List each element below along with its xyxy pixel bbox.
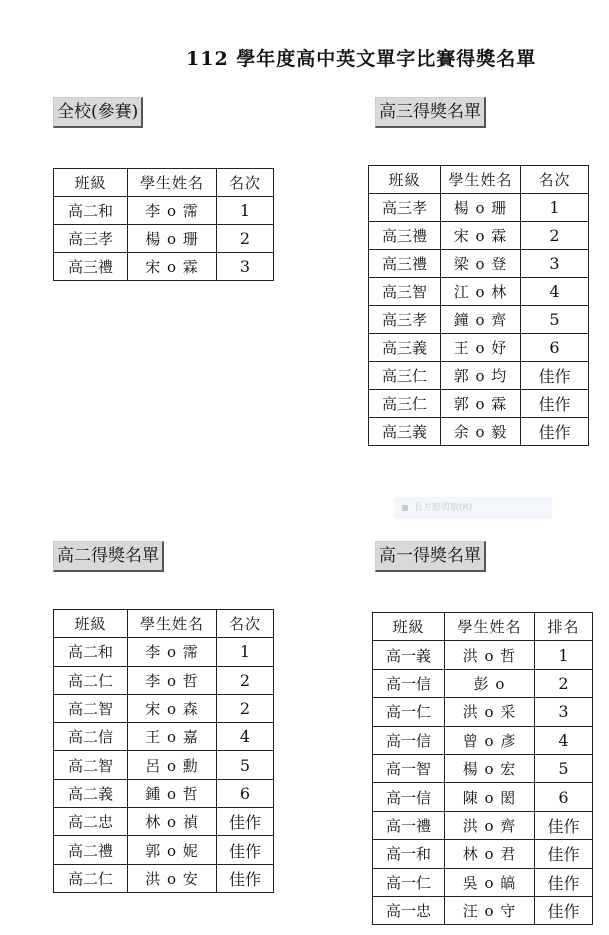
column-header: 班級 [373, 613, 445, 641]
table-row [54, 197, 274, 225]
cell-class: 高三孝 [54, 225, 128, 253]
cell-student-name: 林 o 禎 [128, 808, 217, 836]
column-header: 學生姓名 [445, 613, 535, 641]
cell-student-name: 曾 o 彥 [445, 726, 535, 754]
table-header-row [373, 613, 593, 641]
cell-rank: 1 [217, 638, 274, 666]
cell-class: 高三義 [369, 334, 441, 362]
cell-rank: 佳作 [535, 840, 593, 868]
cell-student-name: 洪 o 安 [128, 864, 217, 892]
cell-rank: 佳作 [535, 868, 593, 896]
table-row [373, 641, 593, 669]
grade3-award-table [368, 165, 589, 446]
cell-rank: 5 [521, 306, 589, 334]
table-row [369, 418, 589, 446]
cell-student-name: 洪 o 哲 [445, 641, 535, 669]
table-row [54, 694, 274, 722]
table-row [373, 726, 593, 754]
cell-rank: 佳作 [217, 836, 274, 864]
cell-student-name: 吳 o 皜 [445, 868, 535, 896]
cell-student-name: 梁 o 登 [441, 250, 521, 278]
cell-class: 高三智 [369, 278, 441, 306]
cell-rank: 2 [217, 225, 274, 253]
cell-class: 高二仁 [54, 864, 128, 892]
cell-rank: 6 [217, 779, 274, 807]
cell-rank: 1 [535, 641, 593, 669]
grade1-award-table [372, 612, 593, 925]
cell-class: 高二禮 [54, 836, 128, 864]
cell-class: 高三禮 [369, 250, 441, 278]
cell-rank: 佳作 [217, 808, 274, 836]
grade2-award-table [53, 609, 274, 893]
snip-watermark [394, 497, 552, 519]
table-row [54, 751, 274, 779]
cell-student-name: 王 o 妤 [441, 334, 521, 362]
table-row [373, 669, 593, 697]
cell-rank: 1 [521, 194, 589, 222]
cell-rank: 佳作 [521, 418, 589, 446]
cell-class: 高一仁 [373, 698, 445, 726]
cell-student-name: 洪 o 齊 [445, 811, 535, 839]
cell-rank: 2 [521, 222, 589, 250]
table-row [54, 836, 274, 864]
cell-rank: 3 [217, 253, 274, 281]
snip-icon [402, 505, 408, 511]
table-row [369, 222, 589, 250]
table-row [54, 779, 274, 807]
section-label-grade1: 高一得獎名單 [375, 541, 486, 572]
cell-student-name: 余 o 毅 [441, 418, 521, 446]
cell-student-name: 王 o 嘉 [128, 723, 217, 751]
cell-student-name: 郭 o 霖 [441, 390, 521, 418]
cell-class: 高三禮 [369, 222, 441, 250]
cell-rank: 5 [217, 751, 274, 779]
column-header: 學生姓名 [128, 169, 217, 197]
column-header: 學生姓名 [441, 166, 521, 194]
table-row [54, 864, 274, 892]
table-row [369, 306, 589, 334]
cell-rank: 1 [217, 197, 274, 225]
table-row [369, 334, 589, 362]
cell-class: 高三孝 [369, 306, 441, 334]
column-header: 排名 [535, 613, 593, 641]
cell-rank: 佳作 [535, 896, 593, 924]
cell-rank: 佳作 [535, 811, 593, 839]
cell-class: 高三義 [369, 418, 441, 446]
cell-rank: 3 [521, 250, 589, 278]
cell-rank: 4 [217, 723, 274, 751]
cell-student-name: 彭 o [445, 669, 535, 697]
table-row [373, 868, 593, 896]
cell-student-name: 宋 o 森 [128, 694, 217, 722]
cell-student-name: 洪 o 采 [445, 698, 535, 726]
table-row [54, 253, 274, 281]
column-header: 學生姓名 [128, 610, 217, 638]
cell-student-name: 鍾 o 哲 [128, 779, 217, 807]
cell-rank: 5 [535, 754, 593, 782]
cell-student-name: 楊 o 珊 [128, 225, 217, 253]
table-header-row [54, 610, 274, 638]
cell-rank: 3 [535, 698, 593, 726]
cell-student-name: 呂 o 勳 [128, 751, 217, 779]
cell-rank: 6 [521, 334, 589, 362]
cell-class: 高一禮 [373, 811, 445, 839]
cell-student-name: 江 o 林 [441, 278, 521, 306]
column-header: 班級 [54, 169, 128, 197]
cell-student-name: 林 o 君 [445, 840, 535, 868]
cell-class: 高一忠 [373, 896, 445, 924]
table-row [369, 250, 589, 278]
table-row [369, 194, 589, 222]
cell-class: 高三孝 [369, 194, 441, 222]
cell-rank: 2 [217, 694, 274, 722]
cell-class: 高一義 [373, 641, 445, 669]
cell-rank: 佳作 [521, 390, 589, 418]
cell-rank: 佳作 [217, 864, 274, 892]
column-header: 班級 [369, 166, 441, 194]
table-row [369, 278, 589, 306]
table-row [54, 808, 274, 836]
cell-class: 高一信 [373, 669, 445, 697]
table-row [373, 840, 593, 868]
cell-student-name: 李 o 霈 [128, 197, 217, 225]
cell-class: 高二智 [54, 751, 128, 779]
cell-class: 高一仁 [373, 868, 445, 896]
cell-student-name: 郭 o 均 [441, 362, 521, 390]
cell-class: 高二和 [54, 197, 128, 225]
section-label-grade3: 高三得獎名單 [375, 97, 486, 128]
cell-class: 高一和 [373, 840, 445, 868]
cell-student-name: 郭 o 妮 [128, 836, 217, 864]
cell-class: 高三仁 [369, 362, 441, 390]
cell-rank: 佳作 [521, 362, 589, 390]
page-title: 112 學年度高中英文單字比賽得獎名單 [186, 48, 537, 70]
section-label-school: 全校(參賽) [53, 97, 143, 128]
cell-class: 高二和 [54, 638, 128, 666]
table-header-row [369, 166, 589, 194]
cell-class: 高一信 [373, 783, 445, 811]
cell-student-name: 楊 o 宏 [445, 754, 535, 782]
cell-rank: 2 [535, 669, 593, 697]
cell-class: 高三禮 [54, 253, 128, 281]
cell-class: 高二信 [54, 723, 128, 751]
table-row [54, 638, 274, 666]
table-row [373, 698, 593, 726]
cell-class: 高二智 [54, 694, 128, 722]
cell-class: 高一智 [373, 754, 445, 782]
column-header: 名次 [217, 169, 274, 197]
table-row [54, 723, 274, 751]
cell-rank: 4 [521, 278, 589, 306]
cell-class: 高三仁 [369, 390, 441, 418]
table-row [373, 754, 593, 782]
table-row [54, 666, 274, 694]
cell-class: 高二忠 [54, 808, 128, 836]
table-row [373, 811, 593, 839]
cell-rank: 6 [535, 783, 593, 811]
table-row [54, 225, 274, 253]
table-row [369, 390, 589, 418]
table-row [373, 783, 593, 811]
column-header: 名次 [217, 610, 274, 638]
cell-student-name: 宋 o 霖 [441, 222, 521, 250]
cell-class: 高二仁 [54, 666, 128, 694]
cell-student-name: 陳 o 閎 [445, 783, 535, 811]
cell-student-name: 楊 o 珊 [441, 194, 521, 222]
cell-student-name: 李 o 霈 [128, 638, 217, 666]
cell-class: 高二義 [54, 779, 128, 807]
cell-student-name: 鐘 o 齊 [441, 306, 521, 334]
table-row [369, 362, 589, 390]
section-label-grade2: 高二得獎名單 [53, 541, 164, 572]
cell-class: 高一信 [373, 726, 445, 754]
table-header-row [54, 169, 274, 197]
column-header: 班級 [54, 610, 128, 638]
cell-rank: 2 [217, 666, 274, 694]
watermark-text: 長方形剪取(R) [414, 503, 473, 513]
cell-student-name: 李 o 哲 [128, 666, 217, 694]
cell-student-name: 宋 o 霖 [128, 253, 217, 281]
cell-rank: 4 [535, 726, 593, 754]
table-row [373, 896, 593, 924]
cell-student-name: 汪 o 守 [445, 896, 535, 924]
school-award-table [53, 168, 274, 281]
column-header: 名次 [521, 166, 589, 194]
